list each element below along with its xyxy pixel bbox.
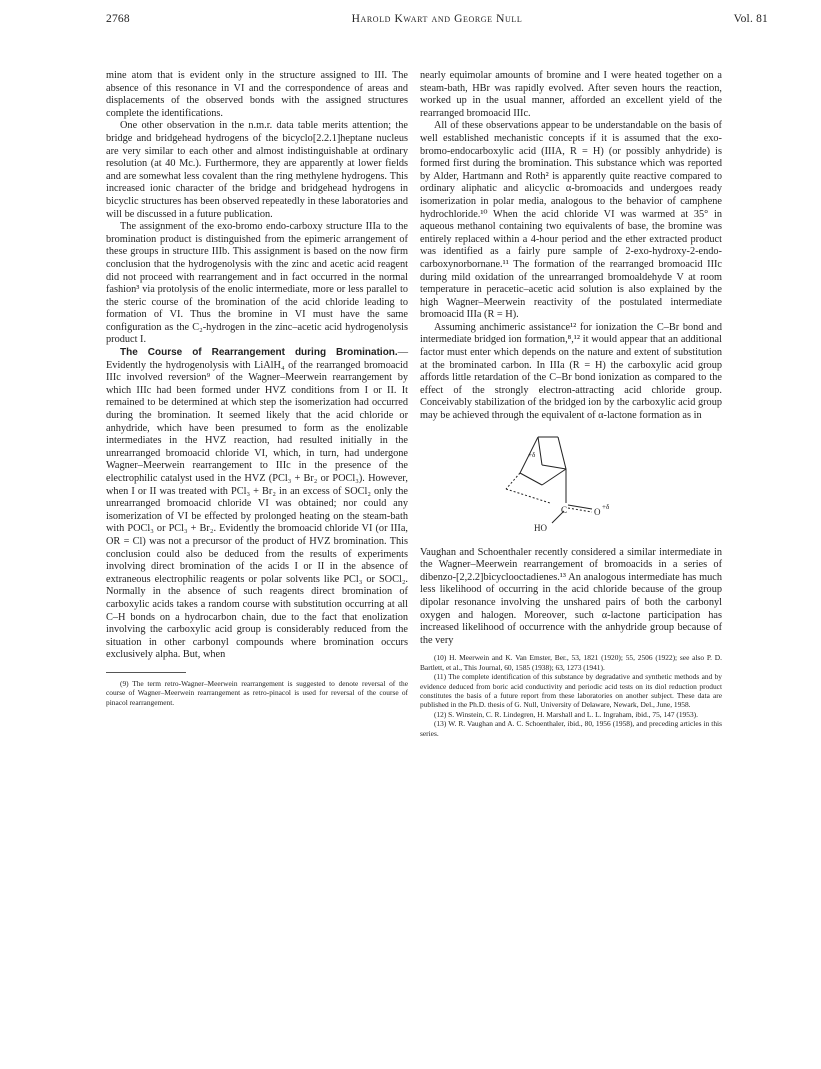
paragraph: nearly equimolar amounts of bromine and I were heated together on a steam-bath, HBr was rapidly evolved. After seven hours the reaction, worked up in the usual manner, afforded an excellent yield of the rearranged bromoacid IIIc. bbox=[420, 70, 722, 119]
bond-line bbox=[542, 465, 566, 469]
bond-line bbox=[542, 469, 566, 485]
paragraph: The assignment of the exo-bromo endo-carboxy structure IIIa to the bromination product is distinguished from the epimeric arrangement of these groups in structure IIIb. This assignment is based on the now firm conclusion that the hydrogenolysis with the zinc and acetic acid reagent did not proceed with rearrangement and in fact occurred in the normal fashion³ via protolysis of the enolic intermediate, more or less parallel to the steric course of the bromination of the acid chloride leading to formation of VI. Thus the bromine in VI must have the same configuration as the C₂-hydrogen in the zinc–acetic acid hydrogenolysis product I. bbox=[106, 221, 408, 346]
footnote: (11) The complete identification of this substance by degradative and synthetic methods and by evidence deduced from boric acid conductivity and periodic acid tests on its diol reduction product constitutes the basis of a future report from these laboratories on another subject. These data are published in the Ph.D. thesis of G. Null, University of Delaware, Newark, Del., June, 1958. bbox=[420, 672, 722, 710]
running-header bbox=[106, 13, 768, 31]
carbonyl-bond bbox=[568, 505, 592, 509]
paragraph: Assuming anchimeric assistance¹² for ionization the C–Br bond and intermediate bridged ion formation,⁸,¹² it would appear that an additional factor must enter which depends on the nature and extent of substitution at the brominated carbon. In IIIa (R = H) the carboxylic acid group affords little retardation of the C–Br bond ionization as compared to the effect of the strongly electron-attracting acid chloride group. Conceivably stabilization of the bridged ion by the carboxylic acid group may be achieved through the equivalent of α-lactone formation as in bbox=[420, 321, 722, 422]
section-text: —Evidently the hydrogenolysis with LiAlH₄ of the rearranged bromoacid IIIc involved reversion⁹ of the Wagner–Meerwein rearrangement by which IIIc had been formed under HVZ conditions from I or II. It remained to be determined at which step the isomerization had occurred during the bromination. It seemed likely that the acid chloride or anhydride, which have been presumed to form as the enolizable intermediates in the HVZ reaction, had resulted initially in the unrearranged bromoacid chloride VI, which, in turn, had undergone Wagner–Meerwein rearrangement to IIIc in the presence of the electrophilic catalyst used in the HVZ (PCl₃ + Br₂ or POCl₃). However, when I or II was treated with PCl₃ + Br₂ in an excess of SOCl₂ only the unrearranged bromoacid chloride VI was obtained; nor could any isomerization of VI be effected by prolonged heating on the steam-bath with POCl₃ or PCl₃ + Br₂. Evidently the bromoacid chloride VI (or IIIa, OR = Cl) was not a precursor of the product of HVZ bromination. This conclusion could also be deduced from the results of experiments involving direct bromination of the acids I or II in the absence of extraneous electrophilic reagents or polar solvents like PCl₃ or SOCl₂. Normally in the absence of such reagents direct bromination of carboxylic acids takes a random course with substitution occurring at all C–H bonds on a hydrocarbon chain, due to the fact that enolization involving the carboxylic acid group is considerably reduced from the situation in other carbonyl compounds where bromination occurs exclusively alpha. But, when bbox=[106, 347, 408, 661]
right-column bbox=[420, 70, 722, 738]
footnotes bbox=[420, 653, 722, 738]
section-paragraph bbox=[106, 347, 408, 662]
alpha-lactone-structure bbox=[420, 429, 722, 539]
paragraph: One other observation in the n.m.r. data table merits attention; the bridge and bridgehead hydrogens of the bicyclo[2.2.1]heptane nucleus are very similar to each other and almost indistinguishable at ordinary resolution (at 40 Mc.). Furthermore, they are apparently at lower fields and are somewhat less covalent than the ring methylene hydrogens. This increased ionic character of the bridge and bridgehead hydrogens in bicyclic structures has been observed repeatedly in these laboratories and will be discussed in a future publication. bbox=[106, 120, 408, 220]
section-heading: The Course of Rearrangement during Bromination. bbox=[120, 347, 398, 359]
running-title: Harold Kwart and George Null bbox=[351, 13, 523, 25]
paragraph: mine atom that is evident only in the structure assigned to III. The absence of this resonance in VI and the correspondence of areas and displacements of the observed bonds with the assigned structures complete the identifications. bbox=[106, 70, 408, 119]
delta-plus-label: +δ bbox=[528, 450, 536, 459]
oxygen-label: O bbox=[594, 506, 601, 517]
bond-line bbox=[558, 437, 566, 469]
dashed-bond bbox=[506, 473, 520, 489]
volume-number: Vol. 81 bbox=[733, 13, 768, 25]
bond-line bbox=[520, 473, 542, 485]
footnote-rule bbox=[106, 672, 186, 673]
delta-plus-oxygen-label: +δ bbox=[602, 502, 610, 511]
footnote: (10) H. Meerwein and K. Van Emster, Ber., 53, 1821 (1920); 55, 2506 (1922); see also P. D. Bartlett, et al., This Journal, 60, 1585 (1938); 63, 1273 (1941). bbox=[420, 653, 722, 672]
carbon-label: C bbox=[561, 504, 568, 515]
left-column bbox=[106, 70, 408, 707]
footnote: (12) S. Winstein, C. R. Lindegren, H. Marshall and L. L. Ingraham, ibid., 75, 147 (1953). bbox=[434, 709, 698, 719]
paragraph: Vaughan and Schoenthaler recently considered a similar intermediate in the Wagner–Meerwein rearrangement of bromoacids in a series of dibenzo-[2,2.2]bicyclooctadienes.¹³ An analogous intermediate has much less likelihood of occurring in the acid chloride because of the group dipolar resonance involving the unshared pairs of both the carbonyl oxygen and halogen. Moreover, such α-lactone participation has increased likelihood of occurrence with the anhydride group because of the very bbox=[420, 546, 722, 646]
footnote: (13) W. R. Vaughan and A. C. Schoenthaler, ibid., 80, 1956 (1958), and preceding articles in this series. bbox=[420, 719, 722, 738]
hydroxyl-label: HO bbox=[534, 522, 547, 533]
paragraph: All of these observations appear to be understandable on the basis of well established mechanistic concepts if it is assumed that the exo-bromo-endocarboxylic acid (IIIA, R = H) (or possibly anhydride) is formed first during the bromination. This substance which was reported by Alder, Hartmann and Roth² is apparently quite reactive compared to ordinary aliphatic and alicyclic α-bromoacids and undergoes ready isomerization in polar media, analogous to the behavior of camphene hydrochloride.¹⁰ When the acid chloride VI was warmed at 35° in aqueous methanol containing two equivalents of base, the bromine was entirely replaced within a 4-hour period and the ether extracted product was identified as a fairly pure sample of 2-exo-hydroxy-2-endo-carboxynorbornane.¹¹ The formation of the rearranged bromoacid IIIc during mild oxidation of the unrearranged bromoaldehyde V at room temperature in peracetic–acetic acid solution is also explained by the high Wagner–Meerwein reactivity of the postulated intermediate bromoacid IIIa (R = H). bbox=[420, 120, 722, 321]
page-number: 2768 bbox=[106, 13, 130, 25]
bond-line bbox=[538, 437, 542, 465]
dashed-bond bbox=[506, 489, 550, 503]
footnote: (9) The term retro-Wagner–Meerwein rearrangement is suggested to denote reversal of the course of Wagner–Meerwein rearrangement as retro-pinacol is used for reversal of the course of pinacol rearrangement. bbox=[106, 678, 408, 707]
bridged-ion-diagram bbox=[500, 429, 650, 539]
